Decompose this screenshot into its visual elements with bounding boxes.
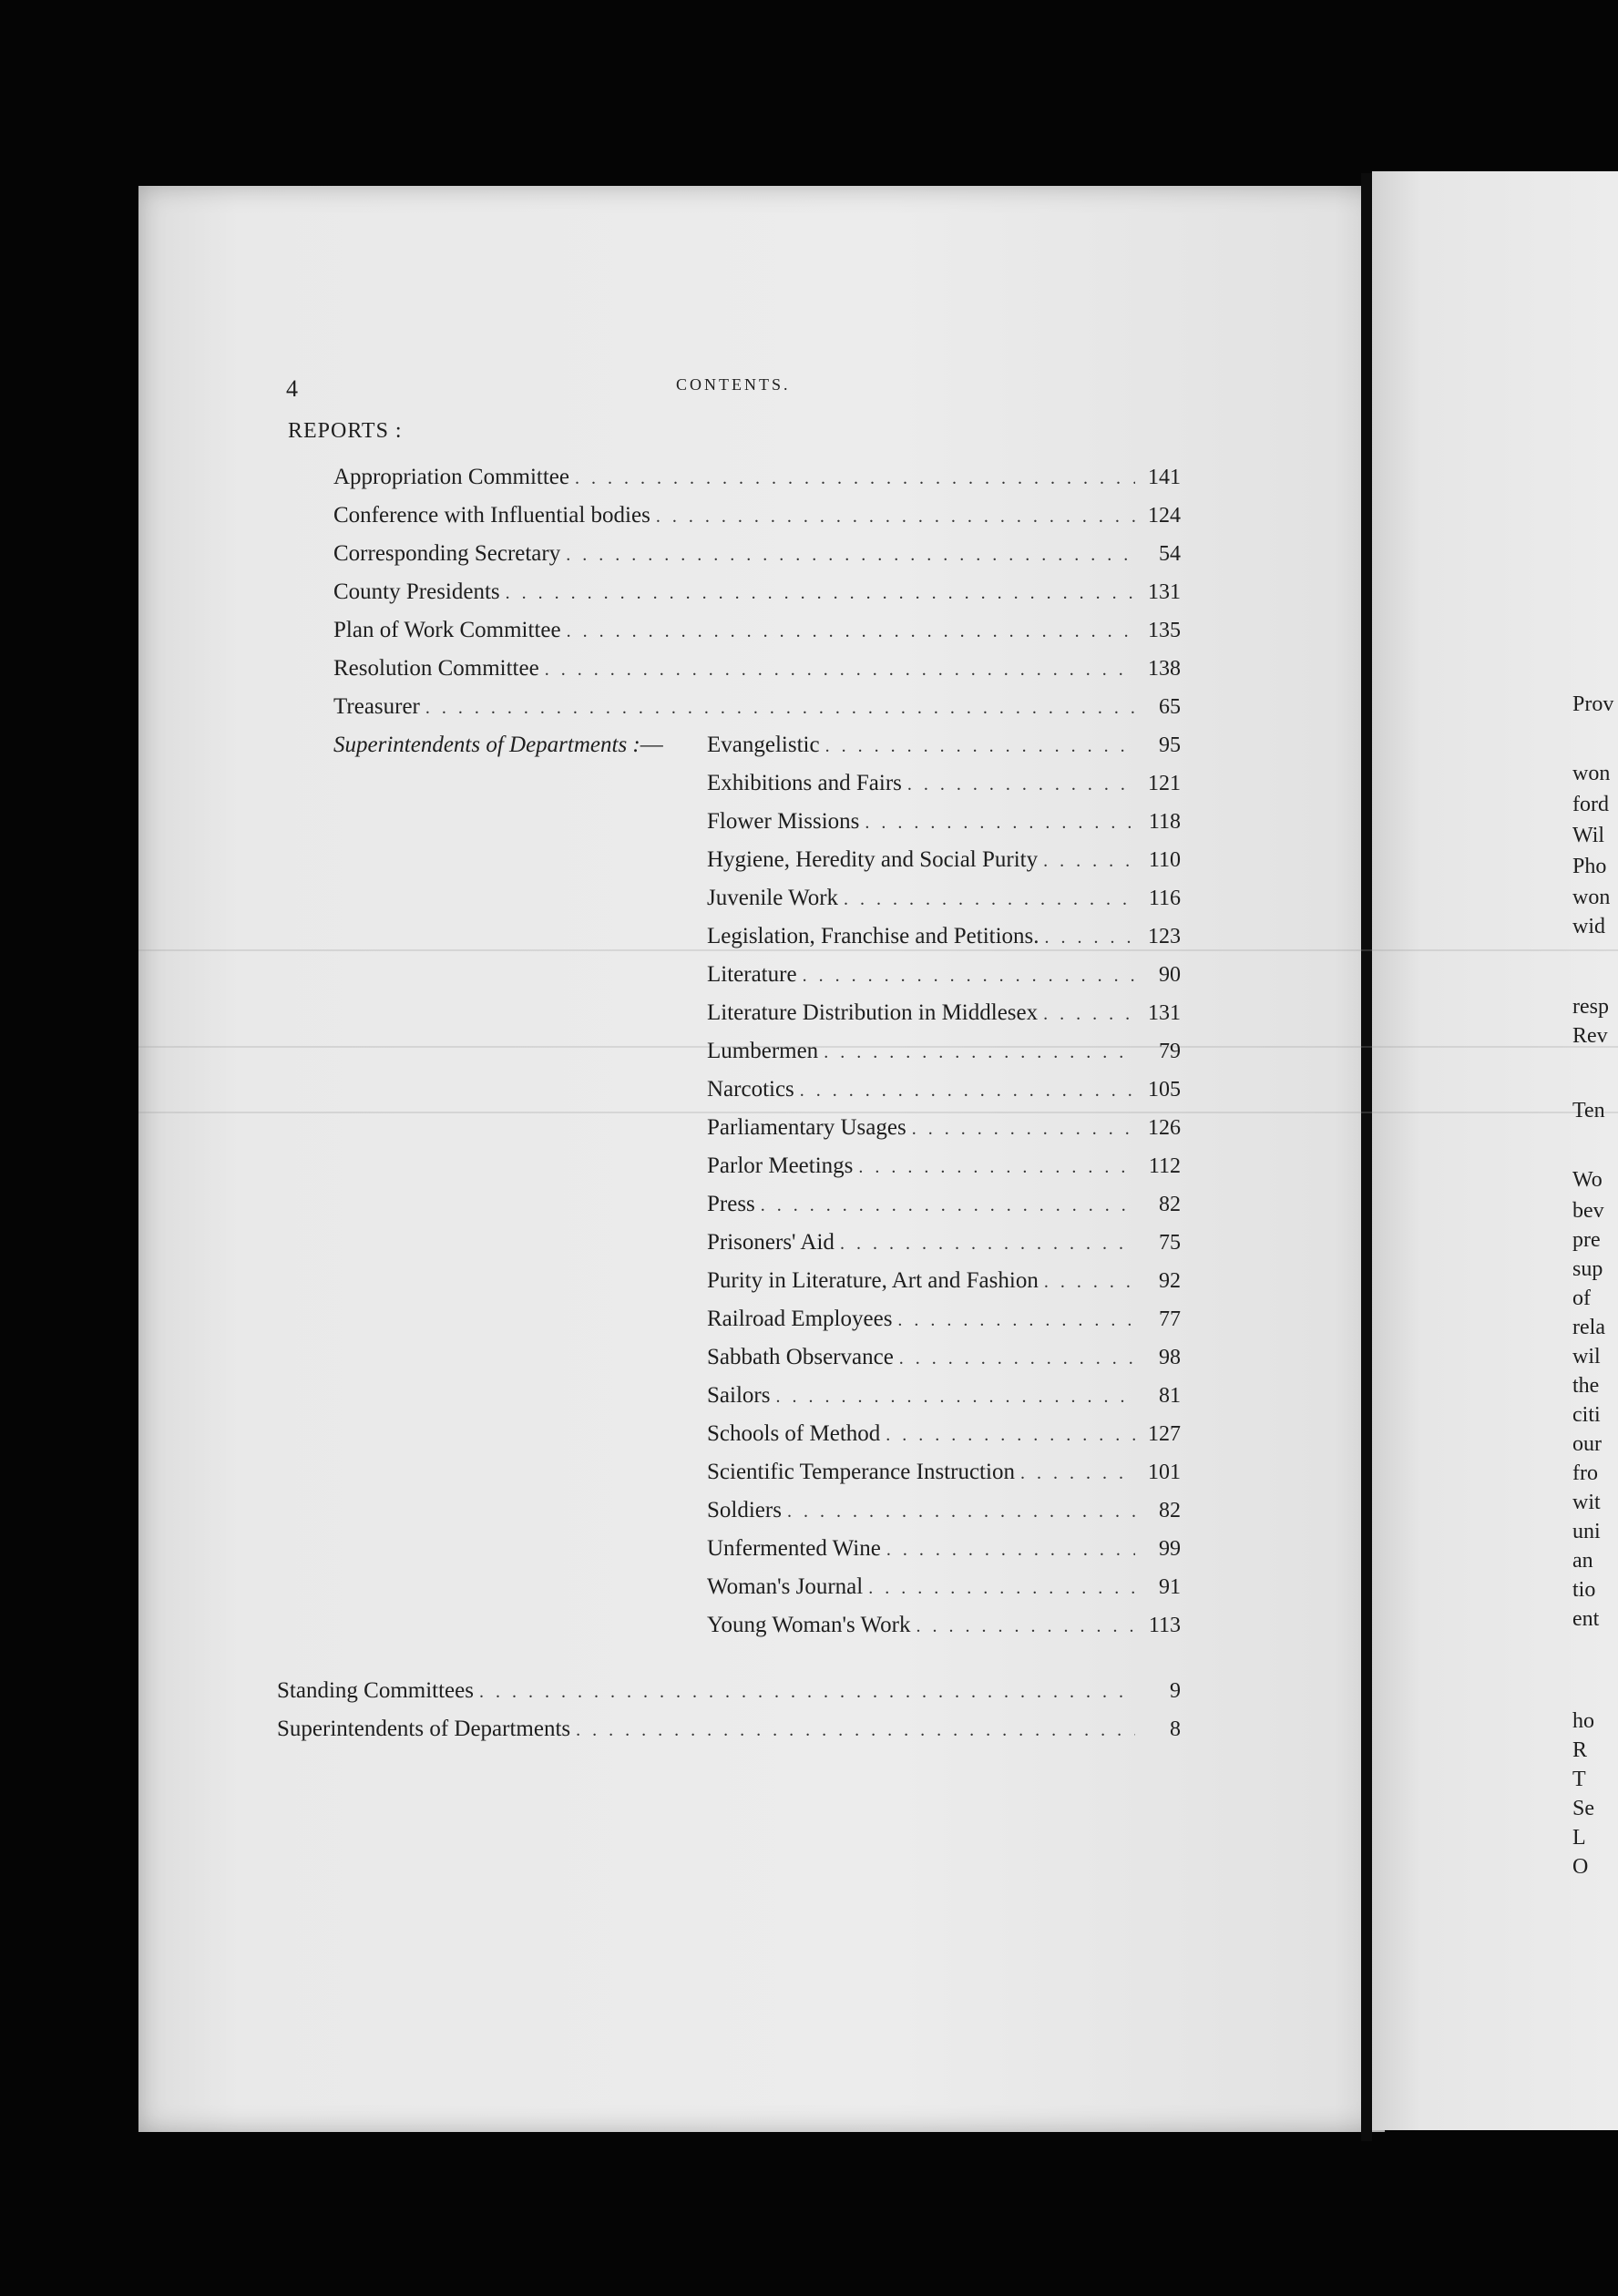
facing-page-fragment: tio [1572,1578,1596,1602]
dot-leader [1045,923,1135,952]
dot-leader [858,1153,1135,1182]
dot-leader [1043,846,1135,876]
toc-entry [707,1458,1181,1487]
toc-page-number: 105 [1148,1078,1181,1102]
toc-entry [707,1420,1181,1449]
facing-page-fragment: sup [1572,1257,1603,1281]
toc-entry [707,1496,1181,1525]
toc-page-number: 95 [1159,733,1181,757]
facing-page-fragment: citi [1572,1403,1601,1427]
toc-page-number: 65 [1159,695,1181,719]
dot-leader [868,1573,1135,1603]
toc-page-number: 98 [1159,1346,1181,1369]
toc-entry-title: Conference with Influential bodies [333,503,650,528]
toc-entry [707,846,1181,875]
dot-leader [656,502,1135,531]
toc-page-number: 99 [1159,1537,1181,1561]
toc-page-number: 8 [1170,1717,1181,1741]
facing-page-fragment: of [1572,1286,1591,1310]
toc-entry [707,731,1181,760]
toc-page-number: 81 [1159,1384,1181,1408]
toc-entry [333,578,1181,607]
dot-leader [545,655,1135,684]
toc-entry-title: Corresponding Secretary [333,541,561,566]
facing-page-fragment: an [1572,1549,1593,1573]
toc-page-number: 79 [1159,1040,1181,1063]
toc-entry [277,1715,1181,1744]
toc-entry-title: Sailors [707,1383,771,1408]
toc-entry-title: Hygiene, Heredity and Social Purity [707,847,1039,872]
facing-page-fragment: Wil [1572,824,1605,847]
page-number: 4 [286,375,298,402]
toc-page-number: 126 [1148,1116,1181,1140]
facing-page-fragment: the [1572,1374,1600,1398]
toc-entry [707,1534,1181,1563]
toc-page-number: 75 [1159,1231,1181,1255]
toc-entry-title: County Presidents [333,579,500,604]
facing-page-fragment: our [1572,1432,1602,1456]
toc-entry-title: Scientific Temperance Instruction [707,1460,1015,1484]
running-head: CONTENTS. [676,375,791,394]
toc-entry-title: Juvenile Work [707,886,839,910]
toc-entry [707,1190,1181,1219]
toc-entry-title: Superintendents of Departments [277,1717,571,1741]
toc-entry [707,1152,1181,1181]
toc-entry-title: Exhibitions and Fairs [707,771,902,795]
toc-entry-title: Plan of Work Committee [333,618,561,642]
toc-entry-title: Woman's Journal [707,1574,864,1599]
toc-page-number: 141 [1148,466,1181,489]
toc-entry [707,1573,1181,1602]
toc-page-number: 110 [1148,848,1181,872]
toc-entry-title: Railroad Employees [707,1307,893,1331]
dot-leader [1044,1267,1135,1297]
dot-leader [824,1038,1135,1067]
toc-page-number: 138 [1148,657,1181,681]
toc-page-number: 113 [1148,1614,1181,1637]
toc-page-number: 90 [1159,963,1181,987]
dot-leader [886,1535,1135,1564]
facing-page-fragment: fro [1572,1461,1598,1485]
dot-leader [844,885,1135,914]
em-dash: — [640,733,663,757]
facing-page-fragment: ho [1572,1709,1594,1733]
toc-entry-title: Prisoners' Aid [707,1230,835,1255]
toc-entry-title: Sabbath Observance [707,1345,894,1369]
dot-leader [787,1497,1135,1526]
toc-page-number: 82 [1159,1193,1181,1216]
dot-leader [425,693,1135,723]
facing-page-fragment: Pho [1572,855,1607,878]
facing-page-fragment: Se [1572,1797,1594,1820]
facing-page-fragment: ford [1572,793,1609,816]
toc-entry [707,960,1181,989]
toc-entry [707,769,1181,798]
facing-page-fragment: uni [1572,1520,1601,1543]
toc-entry-title: Parliamentary Usages [707,1115,906,1140]
toc-page-number: 112 [1148,1154,1181,1178]
toc-page-number: 82 [1159,1499,1181,1522]
facing-page-fragment: Prov [1572,692,1614,716]
toc-entry [707,1343,1181,1372]
toc-entry [707,1075,1181,1104]
toc-entry [707,999,1181,1028]
dot-leader [899,1344,1135,1373]
facing-page-fragment: wid [1572,915,1605,938]
toc-page-number: 9 [1170,1679,1181,1703]
dot-leader [907,770,1135,799]
toc-entry-title: Legislation, Franchise and Petitions. [707,924,1039,948]
toc-page-number: 77 [1159,1307,1181,1331]
dot-leader [567,617,1135,646]
toc-entry-title: Unfermented Wine [707,1536,881,1561]
toc-page-number: 123 [1148,925,1181,948]
toc-entry [333,654,1181,683]
dot-leader [886,1420,1135,1450]
facing-page-fragment: rela [1572,1316,1605,1339]
toc-entry-title: Young Woman's Work [707,1613,911,1637]
toc-entry [707,1037,1181,1066]
toc-page-number: 101 [1148,1461,1181,1484]
toc-entry [707,1611,1181,1640]
toc-entry [707,1228,1181,1257]
dot-leader [916,1612,1135,1641]
facing-page-fragment: won [1572,886,1611,909]
dot-leader [1020,1459,1135,1488]
toc-entry [333,692,1181,722]
dot-leader [761,1191,1135,1220]
facing-page-fragment: L [1572,1826,1586,1850]
toc-entry-title: Evangelistic [707,733,820,757]
toc-entry [707,922,1181,951]
dot-leader [575,464,1135,493]
facing-page-fragment: pre [1572,1228,1601,1252]
book-gutter [1361,173,1372,2141]
toc-page-number: 131 [1148,1001,1181,1025]
toc-page-number: 124 [1148,504,1181,528]
dot-leader [775,1382,1135,1411]
dot-leader [825,732,1135,761]
toc-entry-title: Purity in Literature, Art and Fashion [707,1268,1039,1293]
dot-leader [506,579,1135,608]
toc-entry [707,1305,1181,1334]
facing-page-fragment: T [1572,1768,1586,1791]
facing-page-fragment: bev [1572,1199,1604,1223]
toc-entry [707,1381,1181,1410]
section-heading: REPORTS : [288,419,403,443]
toc-entry [333,463,1181,492]
dot-leader [803,961,1135,990]
toc-entry-title: Schools of Method [707,1421,881,1446]
facing-page-fragment: Ten [1572,1099,1605,1122]
facing-page-fragment: resp [1572,995,1609,1019]
facing-page-fragment: ent [1572,1607,1600,1631]
dot-leader [479,1677,1135,1707]
facing-page-fragment: R [1572,1738,1588,1762]
toc-page-number: 91 [1159,1575,1181,1599]
toc-entry-title: Narcotics [707,1077,794,1102]
toc-entry-title: Literature Distribution in Middlesex [707,1000,1039,1025]
dot-leader [840,1229,1135,1258]
facing-page-fragment: O [1572,1855,1589,1879]
toc-entry [707,1266,1181,1296]
facing-page-fragment: won [1572,762,1611,785]
facing-page-fragment: Wo [1572,1168,1603,1192]
dot-leader [800,1076,1135,1105]
toc-entry [333,616,1181,645]
dot-leader [865,808,1135,837]
toc-entry-title: Press [707,1192,755,1216]
facing-page-fragment: wil [1572,1345,1601,1368]
toc-entry [707,884,1181,913]
toc-page-number: 116 [1148,887,1181,910]
dot-leader [912,1114,1135,1143]
toc-entry-title: Resolution Committee [333,656,539,681]
toc-entry [707,807,1181,836]
toc-page-number: 92 [1159,1269,1181,1293]
toc-entry-title: Treasurer [333,694,420,719]
toc-entry-title: Parlor Meetings [707,1153,854,1178]
toc-entry-title: Appropriation Committee [333,465,569,489]
toc-page-number: 54 [1159,542,1181,566]
toc-entry-title: Literature [707,962,797,987]
dot-leader [1043,999,1135,1029]
toc-entry-title: Lumbermen [707,1039,819,1063]
dot-leader [566,540,1135,569]
toc-entry [277,1676,1181,1706]
toc-page-number: 135 [1148,619,1181,642]
toc-entry [707,1113,1181,1143]
toc-entry-title: Flower Missions [707,809,860,834]
toc-page-number: 127 [1148,1422,1181,1446]
toc-entry [333,501,1181,530]
toc-entry-title: Soldiers [707,1498,782,1522]
facing-page-fragment: wit [1572,1491,1601,1514]
toc-page-number: 121 [1148,772,1181,795]
dot-leader [897,1306,1135,1335]
facing-page-fragment: Rev [1572,1024,1608,1048]
toc-entry [333,539,1181,569]
toc-page-number: 118 [1148,810,1181,834]
toc-entry-title: Standing Committees [277,1678,474,1703]
dot-leader [576,1716,1135,1745]
toc-page-number: 131 [1148,580,1181,604]
superintendents-heading: Superintendents of Departments : [333,733,640,757]
